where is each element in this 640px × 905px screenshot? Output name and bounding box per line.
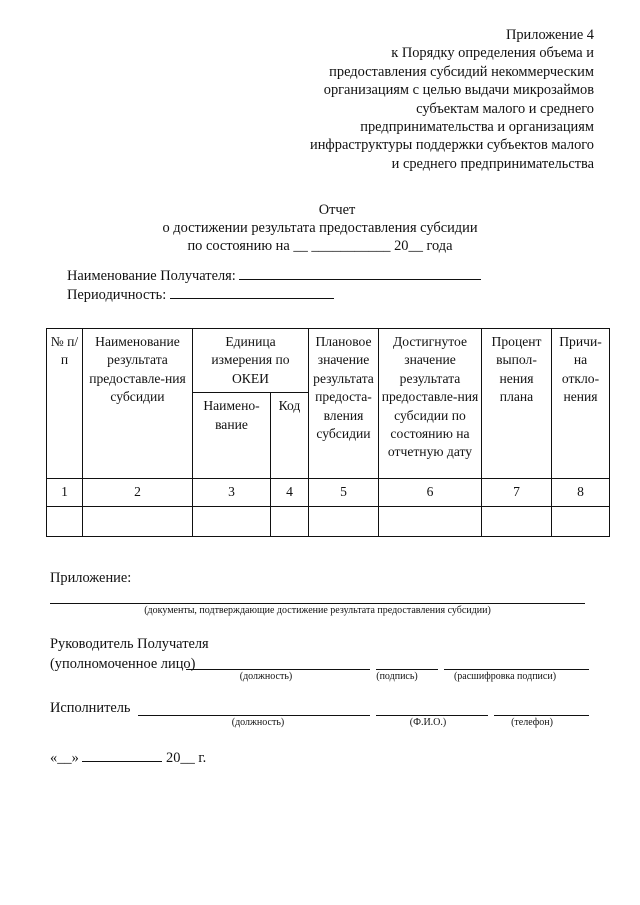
table-cell[interactable] [379, 507, 482, 537]
recipient-label: Наименование Получателя: [67, 268, 236, 284]
periodicity-label: Периодичность: [67, 287, 167, 303]
executor-phone-caption: (телефон) [511, 717, 553, 728]
report-title [0, 201, 640, 255]
executor-position-line[interactable] [138, 715, 370, 716]
annex-line: субъектам малого и среднего [416, 100, 594, 117]
periodicity-field [67, 286, 481, 305]
header-num: № п/п [47, 329, 83, 479]
header-row [47, 329, 610, 393]
annex-header [264, 26, 594, 173]
report-table [46, 328, 610, 537]
head-signature-caption: (подпись) [376, 671, 418, 682]
col-number: 1 [47, 479, 83, 507]
date-month-line[interactable] [82, 749, 162, 762]
annex-line: предпринимательства и организациям [360, 119, 594, 136]
recipient-field [67, 267, 481, 286]
header-name: Наименование результата предоставле-ния субсидии [83, 329, 193, 479]
attachment-label: Приложение: [50, 570, 132, 586]
col-number: 5 [309, 479, 379, 507]
annex-line: Приложение 4 [505, 27, 594, 43]
table-cell[interactable] [271, 507, 309, 537]
title-line: о достижении результата предоставления субсидии [162, 220, 478, 236]
table-cell[interactable] [482, 507, 552, 537]
meta-fields [67, 267, 481, 305]
header-unit-name: Наимено-вание [193, 393, 271, 479]
header-achieved: Достигнутое значение результата предоставле-ния субсидии по состоянию на отчетную дату [379, 329, 482, 479]
date-day: «__» [50, 750, 79, 766]
head-signature-line[interactable] [376, 669, 438, 670]
recipient-input-line[interactable] [239, 267, 481, 280]
col-number: 7 [482, 479, 552, 507]
table-cell[interactable] [552, 507, 610, 537]
annex-line: инфраструктуры поддержки субъектов малого [310, 137, 594, 154]
attachment-caption: (документы, подтверждающие достижение результата предоставления субсидии) [144, 605, 491, 616]
table-cell[interactable] [83, 507, 193, 537]
head-decode-line[interactable] [444, 669, 589, 670]
col-number: 6 [379, 479, 482, 507]
header-unit-code: Код [271, 393, 309, 479]
head-position-line[interactable] [186, 669, 370, 670]
table-cell[interactable] [193, 507, 271, 537]
head-position-caption: (должность) [239, 671, 293, 682]
header-reason: Причи-на откло-нения [552, 329, 610, 479]
col-number: 3 [193, 479, 271, 507]
col-number: 4 [271, 479, 309, 507]
executor-name-line[interactable] [376, 715, 488, 716]
header-percent: Процент выпол-нения плана [482, 329, 552, 479]
head-sublabel: (уполномоченное лицо) [50, 656, 196, 672]
header-unit: Единица измерения по ОКЕИ [193, 329, 309, 393]
executor-name-caption: (Ф.И.О.) [409, 717, 447, 728]
col-number: 2 [83, 479, 193, 507]
date-line [50, 749, 206, 767]
head-label: Руководитель Получателя [50, 636, 209, 652]
title-line: по состоянию на __ ___________ 20__ года [187, 238, 453, 254]
executor-phone-line[interactable] [494, 715, 589, 716]
header-planned: Плановое значение результата предоста-вления субсидии [309, 329, 379, 479]
table-cell[interactable] [47, 507, 83, 537]
head-decode-caption: (расшифровка подписи) [453, 671, 557, 682]
column-numbers-row [47, 479, 610, 507]
executor-label: Исполнитель [50, 700, 131, 716]
periodicity-input-line[interactable] [170, 286, 334, 299]
col-number: 8 [552, 479, 610, 507]
annex-line: организациям с целью выдачи микрозаймов [323, 82, 594, 99]
title-line: Отчет [318, 202, 356, 218]
annex-line: и среднего предпринимательства [391, 155, 594, 172]
data-row [47, 507, 610, 537]
table-cell[interactable] [309, 507, 379, 537]
date-year: 20__ г. [166, 750, 207, 766]
annex-line: к Порядку определения объема и [391, 45, 594, 62]
attachment-line[interactable] [50, 603, 585, 604]
annex-line: предоставления субсидий некоммерческим [329, 63, 594, 80]
executor-position-caption: (должность) [231, 717, 285, 728]
